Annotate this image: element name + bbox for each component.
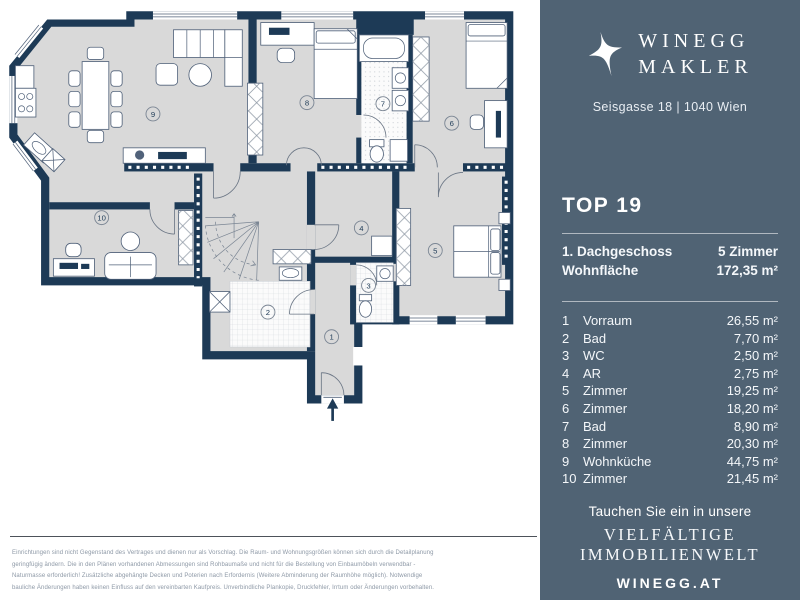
plant [135, 150, 144, 159]
chair [277, 48, 294, 62]
pillow [316, 31, 355, 43]
tagline-intro: Tauchen Sie ein in unsere [588, 504, 752, 519]
room-list-row: 8 Zimmer 20,30 m² [562, 436, 778, 452]
sofa [173, 30, 224, 58]
svg-text:5: 5 [433, 246, 438, 256]
room-list-row: 4 AR 2,75 m² [562, 365, 778, 381]
svg-text:4: 4 [359, 223, 364, 233]
disclaimer-line: Einrichtungen sind nicht Gegenstand des Vertrages und dienen nur als Vorschlag. Die Raum- und Wohnungsgrößen können sich durch die Detailplanung [12, 550, 434, 556]
room-list-row: 10 Zimmer 21,45 m² [562, 471, 778, 487]
kitchen-counter [15, 66, 33, 89]
svg-text:3: 3 [366, 281, 371, 291]
disclaimer-line: geringfügig ändern. Die in den Plänen vorhandenen Abmessungen sind Rohbaumaße und nicht für die Bestellung von Einbaumöbeln verwendbar - [12, 561, 416, 568]
room-list-row: 3 WC 2,50 m² [562, 348, 778, 364]
floor-label: 1. Dachgeschoss [562, 244, 673, 259]
shelf [372, 236, 393, 256]
address: Seisgasse 18 | 1040 Wien [592, 100, 748, 114]
nightstand [499, 279, 510, 290]
bathtub [359, 35, 408, 62]
area-label: Wohnfläche [562, 262, 639, 278]
coffee-table [189, 64, 212, 87]
disclaimer-divider [10, 536, 537, 537]
room-list-row: 9 Wohnküche 44,75 m² [562, 453, 778, 469]
area-value: 172,35 m² [716, 262, 778, 278]
sink [392, 68, 408, 89]
room-list-row: 1 Vorraum 26,55 m² [562, 313, 778, 328]
svg-text:8: 8 [304, 98, 310, 108]
svg-text:10: 10 [97, 213, 106, 223]
room-list-row: 7 Bad 8,90 m² [562, 418, 778, 434]
sink [392, 90, 408, 111]
website-link[interactable]: WINEGG.AT [616, 575, 724, 591]
brand-logo [540, 28, 800, 80]
toilet [359, 295, 371, 301]
tagline-serif-2: IMMOBILIENWELT [579, 545, 761, 564]
room-4-ar [372, 236, 393, 256]
rooms-count: 5 Zimmer [717, 244, 778, 259]
disclaimer-text [12, 548, 532, 594]
armchair [156, 64, 178, 86]
stove [15, 88, 36, 117]
unit-title: TOP 19 [562, 194, 643, 217]
divider [562, 301, 778, 302]
pillow [491, 253, 500, 275]
room-list-row: 6 Zimmer 18,20 m² [562, 400, 778, 416]
unit-info [562, 243, 778, 280]
room-list [562, 312, 778, 488]
room-list-row: 5 Zimmer 19,25 m² [562, 383, 778, 399]
disclaimer-line: bauliche Änderungen haben keinen Einfluss auf den vereinbarten Kaufpreis. Unverbindliche Plankopie, Druckfehler, Irrtum oder Änderungen vorbehalten. [12, 584, 435, 591]
pillow [491, 229, 500, 251]
shower [390, 140, 407, 162]
disclaimer-line: Naturmasse erforderlich! Zusätzliche abgehängte Decken und Poterien nach Erfordernis (Weitere Abminderung der Raumhöhe möglich). Notwendige [12, 573, 423, 580]
side-table [121, 232, 139, 250]
tagline [540, 504, 800, 591]
svg-text:9: 9 [150, 109, 156, 119]
divider [562, 233, 778, 234]
svg-text:1: 1 [329, 332, 334, 342]
chair [470, 115, 483, 129]
brand-name-line1: WINEGG [638, 30, 750, 52]
compass-star-icon [587, 31, 625, 77]
dining-table [82, 62, 109, 130]
entrance [321, 395, 344, 421]
room-list-row: 2 Bad 7,70 m² [562, 330, 778, 346]
brand-name-line2: MAKLER [638, 56, 753, 78]
chair [66, 243, 81, 256]
svg-text:6: 6 [449, 119, 454, 129]
tagline-serif-1: VIELFÄLTIGE [603, 525, 737, 544]
pillow [468, 25, 505, 36]
svg-text:2: 2 [265, 307, 271, 317]
info-sidebar [540, 0, 800, 600]
svg-text:7: 7 [380, 99, 386, 109]
brand-name [638, 28, 752, 80]
nightstand [499, 213, 510, 224]
